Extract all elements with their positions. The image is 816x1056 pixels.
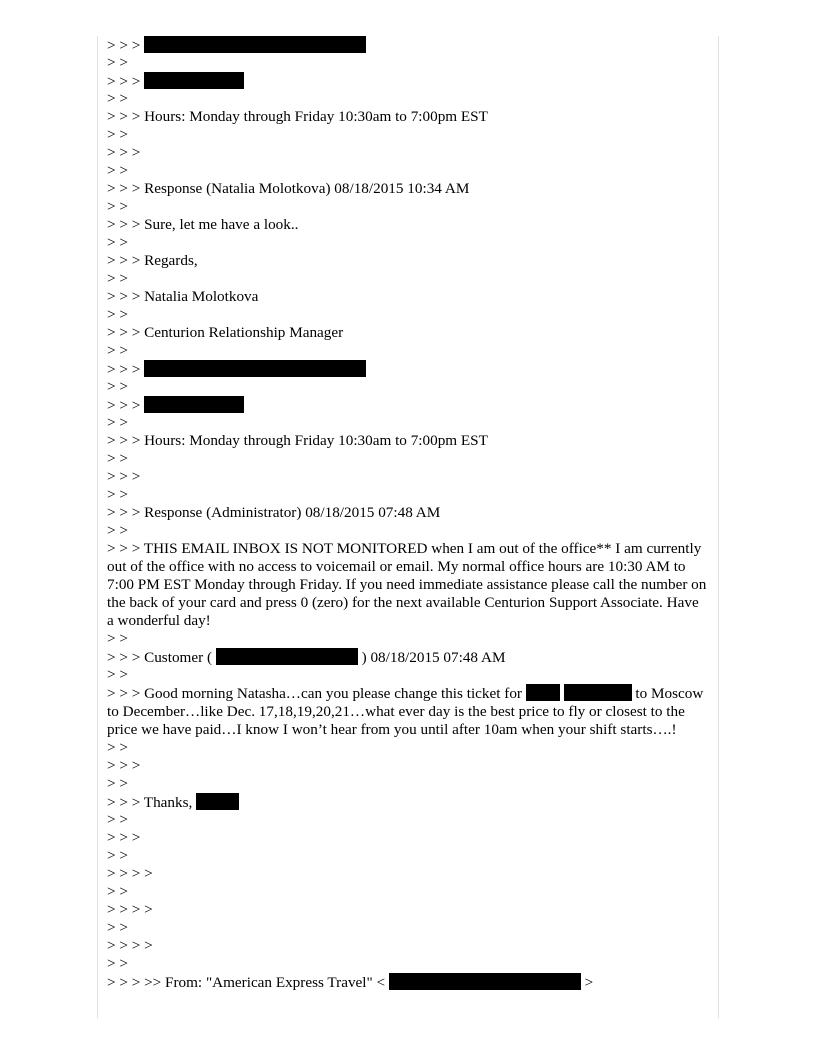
line-text: > > > Regards, [107, 252, 198, 269]
redaction-block [144, 360, 366, 377]
line-text: > > [107, 811, 128, 828]
message-line [107, 811, 707, 829]
line-text: > > > [107, 361, 145, 378]
line-text: > > > [107, 397, 145, 414]
message-line [107, 54, 707, 72]
message-line [107, 90, 707, 108]
line-text: > > [107, 234, 128, 251]
message-line [107, 198, 707, 216]
line-text: > > > > [107, 865, 153, 882]
message-line [107, 847, 707, 865]
message-line [107, 757, 707, 775]
message-line [107, 72, 707, 90]
message-line [107, 36, 707, 54]
message-line [107, 126, 707, 144]
message-line [107, 324, 707, 342]
message-line [107, 829, 707, 847]
message-line [107, 378, 707, 396]
email-thread-body [107, 36, 707, 991]
line-text: > > [107, 955, 128, 972]
message-line [107, 306, 707, 324]
line-text: > > > [107, 468, 141, 485]
line-text: > > [107, 666, 128, 683]
line-text: > > > >> From: "American Express Travel" < [107, 974, 389, 991]
line-text: > > [107, 630, 128, 647]
message-line [107, 216, 707, 234]
line-text: > > > Good morning Natasha…can you please change this ticket for [107, 685, 526, 702]
line-text: > > [107, 883, 128, 900]
line-text: > > > [107, 829, 141, 846]
line-text: > > [107, 486, 128, 503]
message-line [107, 955, 707, 973]
line-text: > > [107, 126, 128, 143]
line-text: > > [107, 162, 128, 179]
line-text: > > > Response (Natalia Molotkova) 08/18/2015 10:34 AM [107, 180, 470, 197]
line-text: > > [107, 54, 128, 71]
message-line [107, 234, 707, 252]
message-line [107, 288, 707, 306]
line-text-after: > [580, 974, 594, 991]
line-text: > > [107, 342, 128, 359]
message-line [107, 450, 707, 468]
line-text: > > [107, 919, 128, 936]
message-line [107, 865, 707, 883]
redaction-block [196, 793, 239, 810]
line-text: > > > Sure, let me have a look.. [107, 216, 299, 233]
line-text: > > > Response (Administrator) 08/18/2015 07:48 AM [107, 504, 441, 521]
line-text: > > > Hours: Monday through Friday 10:30am to 7:00pm EST [107, 432, 488, 449]
message-line [107, 937, 707, 955]
line-text: > > [107, 90, 128, 107]
line-text: > > [107, 270, 128, 287]
line-text: > > [107, 198, 128, 215]
line-text: > > > [107, 73, 145, 90]
message-line [107, 919, 707, 937]
message-paragraph [107, 540, 707, 630]
line-text: > > > THIS EMAIL INBOX IS NOT MONITORED when I am out of the office** I am currently out of the office with no access to voicemail or email. My normal office hours are 10:30 AM to 7:00 PM EST Monday through Friday. If you need immediate assistance please call the number on the back of your card and press 0 (zero) for the next available Centurion Support Associate. Have a wonderful day! [107, 540, 707, 629]
line-text: > > > Hours: Monday through Friday 10:30am to 7:00pm EST [107, 108, 488, 125]
message-line [107, 883, 707, 901]
message-line [107, 144, 707, 162]
message-line [107, 973, 707, 991]
message-line [107, 793, 707, 811]
message-line [107, 648, 707, 666]
message-line [107, 486, 707, 504]
line-text: > > > > [107, 937, 153, 954]
line-text: > > [107, 378, 128, 395]
redaction-block [526, 684, 560, 701]
message-line [107, 252, 707, 270]
redaction-block [144, 396, 244, 413]
message-line [107, 360, 707, 378]
message-line [107, 901, 707, 919]
redaction-block [389, 973, 581, 990]
line-text: > > [107, 450, 128, 467]
message-line [107, 630, 707, 648]
message-line [107, 396, 707, 414]
redaction-block [144, 36, 366, 53]
message-line [107, 666, 707, 684]
redaction-block [564, 684, 632, 701]
message-line [107, 342, 707, 360]
message-line [107, 432, 707, 450]
line-text-after: to Moscow to December…like Dec. 17,18,19,20,21…what ever day is the best price to fly or closest to the price we have paid…I know I won’t hear from you until after 10am when your shift starts….! [107, 685, 704, 738]
line-text: > > > Customer ( [107, 649, 216, 666]
message-line [107, 468, 707, 486]
message-line [107, 180, 707, 198]
redaction-block [144, 72, 244, 89]
line-text: > > > > [107, 901, 153, 918]
message-line [107, 522, 707, 540]
message-paragraph [107, 684, 707, 739]
line-text: > > > [107, 37, 145, 54]
message-line [107, 108, 707, 126]
message-line [107, 162, 707, 180]
message-line [107, 270, 707, 288]
line-text: > > [107, 414, 128, 431]
line-text: > > > Natalia Molotkova [107, 288, 259, 305]
line-text: > > > [107, 757, 141, 774]
message-line [107, 739, 707, 757]
line-text: > > [107, 739, 128, 756]
line-text: > > > [107, 144, 141, 161]
line-text: > > > Thanks, [107, 794, 197, 811]
line-text: > > [107, 522, 128, 539]
line-text: > > > Centurion Relationship Manager [107, 324, 344, 341]
line-text: > > [107, 306, 128, 323]
line-text: > > [107, 847, 128, 864]
line-text-after: ) 08/18/2015 07:48 AM [357, 649, 506, 666]
line-text: > > [107, 775, 128, 792]
message-line [107, 775, 707, 793]
redaction-block [216, 648, 358, 665]
message-line [107, 414, 707, 432]
message-line [107, 504, 707, 522]
